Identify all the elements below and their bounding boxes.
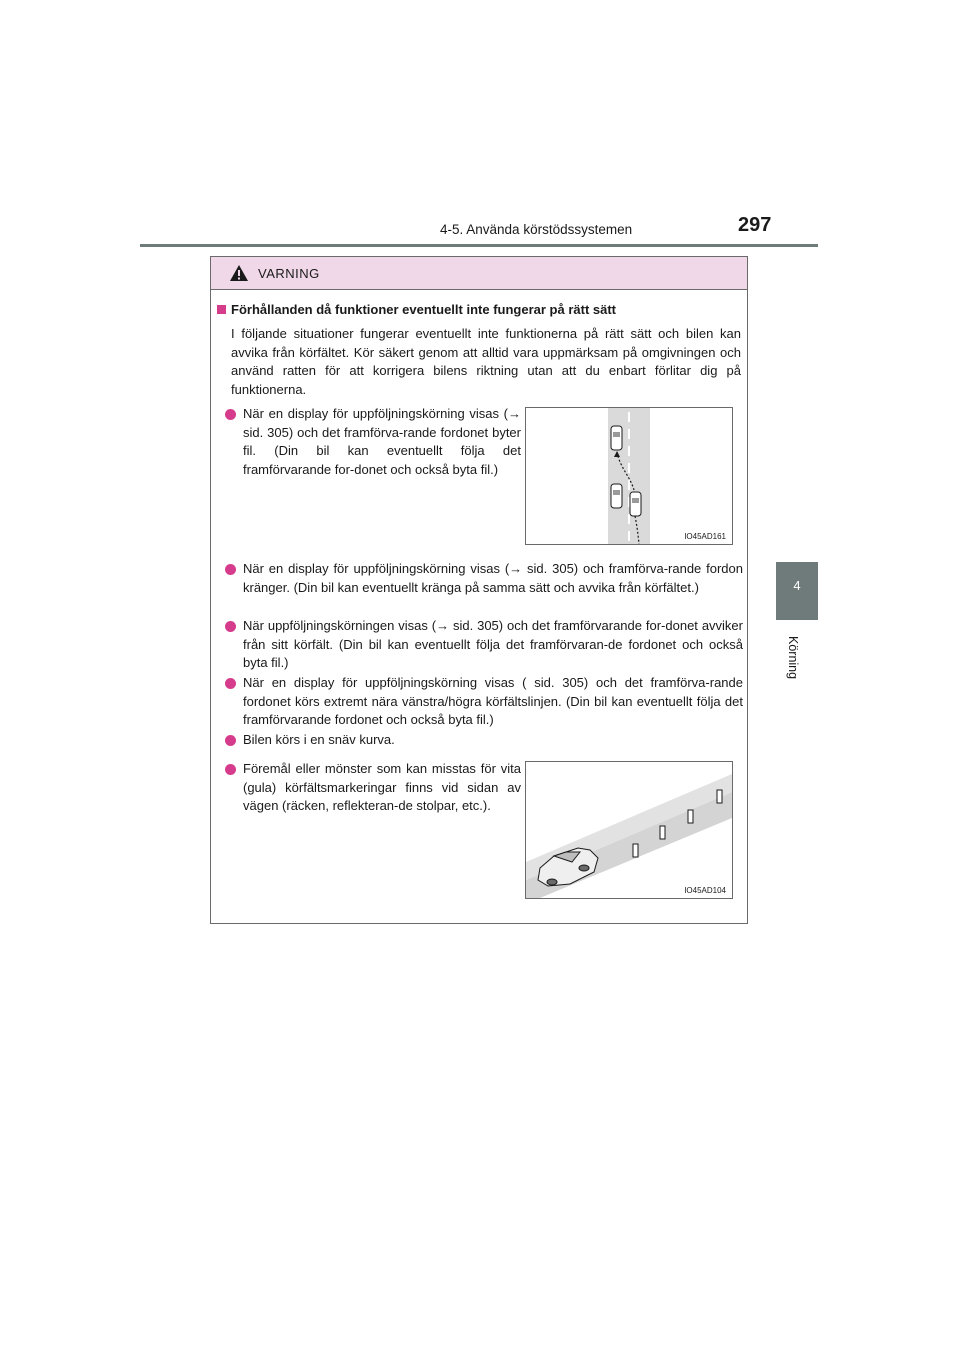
bullet-text: När en display för uppföljningskörning visas ( sid. 305) och det framförva-rande fordonet körs extremt nära vänstra/högra körfältslinjen. (Din bil kan eventuellt följa det framförvarande fordonet och också byta fil.): [243, 675, 743, 727]
figure-label: IO45AD104: [684, 886, 726, 895]
bullet-item: [225, 617, 743, 673]
intro-paragraph: I följande situationer fungerar eventuellt inte funktionerna på rätt sätt och bilen kan avvika från körfältet. Kör säkert genom att alltid vara uppmärksam på omgivningen och använd ratten för att korrigera bilens riktning utan att du enbart förlitar dig på funktionerna.: [231, 326, 741, 397]
bullet-text: Föremål eller mönster som kan misstas för vita (gula) körfältsmarkeringar finns vid sidan av vägen (räcken, reflekteran-de stolpar, etc.).: [243, 761, 521, 813]
warning-triangle-icon: [229, 264, 249, 282]
bullet-dot-icon: [225, 409, 236, 420]
bullet-text: När en display för uppföljningskörning visas (→ sid. 305) och det framförva-rande fordonet byter fil. (Din bil kan eventuellt följa det framförvarande for-donet och också byta fil.): [243, 406, 521, 477]
figure-roadside-markers: [525, 761, 733, 899]
side-tab-number: 4: [793, 578, 801, 593]
bullet-text: Bilen körs i en snäv kurva.: [243, 732, 395, 747]
lane-change-illustration: [526, 408, 732, 544]
bullet-dot-icon: [225, 621, 236, 632]
header-rule: [140, 244, 818, 247]
bullet-dot-icon: [225, 764, 236, 775]
section-title-text: Förhållanden då funktioner eventuellt inte fungerar på rätt sätt: [231, 302, 616, 317]
bullet-text: När en display för uppföljningskörning visas (→ sid. 305) och framförva-rande fordon kränger. (Din bil kan eventuellt kränga på samma sätt och avvika från körfältet.): [243, 561, 743, 595]
warning-title: VARNING: [258, 265, 320, 281]
side-tab-label: Körning: [786, 636, 800, 680]
bullet-item: [225, 760, 521, 816]
figure-label: IO45AD161: [684, 532, 726, 541]
warning-box: [210, 256, 748, 924]
bullet-text: När uppföljningskörningen visas (→ sid. 305) och det framförvarande for-donet avviker från sitt körfält. (Din bil kan eventuellt följa det framförvaran-de fordonet och också byta fil.): [243, 618, 743, 670]
bullet-item: [225, 405, 521, 479]
bullet-item: [225, 731, 743, 750]
section-title: [217, 302, 616, 317]
square-bullet-icon: [217, 305, 226, 314]
bullet-dot-icon: [225, 678, 236, 689]
bullet-dot-icon: [225, 735, 236, 746]
roadside-markers-illustration: [526, 762, 732, 898]
warning-header: [211, 257, 747, 290]
header-section-title: 4-5. Använda körstödssystemen: [440, 222, 633, 237]
figure-lane-change: [525, 407, 733, 545]
bullet-item: [225, 560, 743, 597]
bullet-item: [225, 674, 743, 730]
bullet-dot-icon: [225, 564, 236, 575]
page-number: 297: [738, 214, 772, 236]
